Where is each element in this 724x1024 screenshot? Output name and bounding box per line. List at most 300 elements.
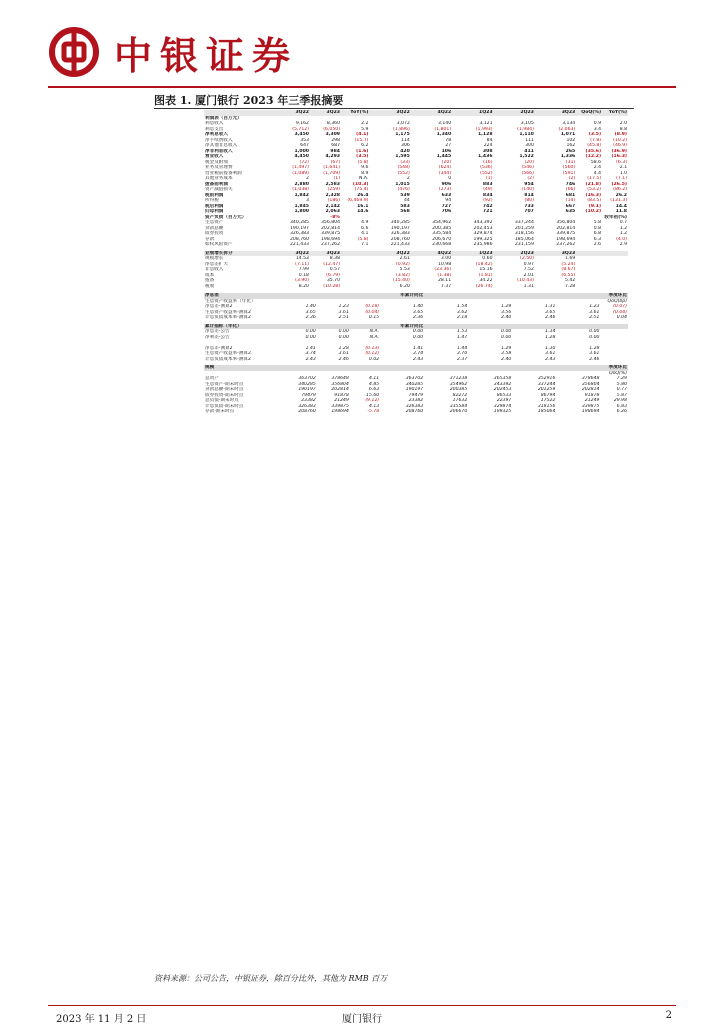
block-qoq-label: 季度环比 [600,293,628,299]
table-cell: 1,445 [436,154,452,159]
table-cell: 2,583 [325,181,340,187]
table-cell: 363702 [405,376,424,381]
table-cell: 0.00 [305,334,316,340]
table-cell: (1,089) [292,170,309,176]
table-cell: 2 [306,176,309,181]
table-cell: -8% [330,214,340,220]
table-cell: 1,845 [294,203,309,209]
table-cell: (31) [565,159,576,165]
table-cell: 356,804 [321,220,340,225]
table-cell: 340,285 [390,220,410,225]
table-cell: 343392 [493,381,512,387]
table-cell: 190197 [405,387,424,392]
table-cell: 221,433 [390,242,410,247]
table-cell: 3.00 [440,256,452,261]
table-cell: (259) [327,187,340,192]
table-cell: 44 [403,198,410,203]
table-cell: (2,063) [558,126,576,132]
summary-table-area [204,110,628,418]
brand-header [48,22,298,82]
table-cell: 5.8 [593,220,602,225]
row-label: 非息收入 [205,267,224,272]
table-cell: (6,050) [323,126,340,132]
row-label: 生息资产-期末时点 [205,381,244,387]
table-cell: 337244 [537,381,556,387]
table-cell: 2.51 [338,315,349,320]
table-cell: 1.28 [589,345,600,351]
table-cell: 3Q22 [369,110,410,116]
table-cell: 3,072 [396,121,410,126]
table-cell: 363702 [298,376,316,381]
table-cell: 1.31 [523,283,534,289]
row-label: 营业税前拨备利润 [205,170,242,176]
table-cell: 16.1 [357,203,369,209]
table-cell: (560) [562,165,576,170]
table-cell [602,284,628,290]
table-cell: (2) [568,176,576,181]
table-cell: 2,880 [294,181,309,187]
row-label: 利息收入 [205,121,224,126]
table-cell: 2.43 [413,356,424,362]
table-cell: 1.2 [619,225,627,231]
table-cell: 2.18 [457,315,468,320]
table-cell: 3,105 [520,121,534,126]
table-cell: 3.70 [457,351,468,356]
table-cell: 26.4 [357,192,369,198]
table-cell: 2.46 [545,315,556,320]
table-cell: (10.2) [613,137,627,143]
table-cell: (3.82) [395,272,410,278]
table-cell: 185,064 [514,236,534,242]
table-cell: 0.9 [593,121,602,126]
table-cell: 1.34 [545,329,556,334]
table-cell: 86794 [540,392,556,398]
table-cell: (83.5) [587,198,602,203]
row-label: 利息支出 [205,126,224,132]
table-cell: 2.4 [593,165,602,170]
row-label: 利润表（百万元） [205,115,242,121]
table-cell: 7.29 [616,376,627,381]
row-label: 计息负债成本率-测算2 [205,315,251,320]
table-cell: 22397 [496,398,512,403]
table-cell: (2) [527,176,534,181]
table-cell: 0.00 [589,329,600,334]
table-cell: 340285 [298,381,316,387]
table-cell: 2Q23 [494,251,535,257]
table-cell: 17632 [452,398,468,403]
table-cell: 8.9 [361,170,369,176]
table-cell: (273) [438,187,452,192]
table-cell: 2.2 [361,121,369,126]
row-label: 税金及附加 [205,159,228,165]
table-cell: 15.16 [479,267,493,272]
row-label: 营业收入 [205,154,224,159]
table-cell: (1,993) [475,126,493,132]
table-cell: 58.6 [590,159,602,165]
table-cell: 3.65 [413,309,424,315]
table-cell: 3Q22 [369,251,410,257]
table-cell: 6.8 [593,231,602,236]
table-cell: (92) [483,198,493,203]
table-cell: 339875 [581,403,600,409]
table-cell: (1,896) [393,126,410,132]
table-cell: 5.87 [616,392,627,398]
row-label: 净息差-公告 [205,329,230,334]
table-cell: 353 [300,137,309,143]
table-cell: 5.42 [565,278,576,283]
table-cell: (344) [438,170,452,176]
table-cell: (5.24) [561,261,576,267]
table-cell: 23382 [301,398,316,403]
table-cell: (7.8) [590,137,602,143]
header-rule [48,86,676,88]
table-cell: 1,000 [294,148,309,154]
table-cell: (0.12) [365,351,380,356]
row-label: 生息资产收益率-测算2 [205,351,251,356]
row-label: 存款 [205,236,215,242]
table-cell: 2 [406,176,410,181]
row-label: 贷款总额 [205,225,224,231]
table-cell: 3Q23 [535,110,576,116]
table-cell: 106 [441,148,452,154]
table-cell: 2.9 [619,242,627,247]
table-cell: 635 [565,209,576,214]
table-cell: 539 [400,192,410,198]
table-cell: 3,121 [479,121,493,126]
table-cell: 1,800 [294,209,309,214]
table-cell: 较年初(%) [604,214,627,220]
table-cell: 29.98 [613,398,627,403]
table-cell: (548) [397,165,410,170]
table-cell: 371238 [449,376,468,381]
table-cell: 6.63 [368,387,380,392]
row-label: 税前利润 [205,192,224,198]
table-cell [576,284,602,290]
table-cell: 2,063 [325,209,340,214]
table-cell: 354962 [449,381,468,387]
table-cell: 3.56 [501,309,512,315]
table-cell: 3.4 [593,126,602,132]
table-cell: 202814 [581,387,600,392]
table-cell: 91878 [584,392,600,398]
table-cell: 0.18 [298,272,309,278]
table-cell: 733 [524,203,534,209]
table-cell: 7.99 [298,267,309,272]
table-cell: 340,285 [289,220,309,225]
table-cell: 318,156 [514,231,534,236]
table-cell: (0.92) [395,261,410,267]
table-cell: 224 [483,143,493,148]
row-label: 生息资产收益率（年化） [205,298,256,304]
table-cell: 27 [445,143,452,148]
table-cell: 1.31 [545,304,556,309]
table-cell: (0.04) [613,309,627,315]
table-cell: 667 [565,203,576,209]
table-cell: 633 [441,192,452,198]
metrics-blocks-table [204,293,628,418]
table-cell: (3.90) [295,278,309,283]
table-cell: 707 [524,209,534,214]
table-cell: 7.37 [440,283,452,289]
table-cell: 1.0 [619,170,627,176]
table-cell: (1,497) [292,165,309,170]
table-cell: (1) [333,176,340,181]
table-cell: (0.13) [365,345,380,351]
table-cell: 0.00 [338,334,349,340]
table-cell: 15.60 [366,392,380,398]
table-cell: 2.01 [523,272,534,278]
table-cell: 8,360 [326,121,340,126]
table-cell: 326383 [298,403,316,409]
table-cell: (4.0) [616,236,627,242]
row-label: 净息差-测算2 [205,304,233,309]
table-cell: 230,668 [432,242,452,247]
block-yoy-label: 年累计同比 [350,324,424,330]
table-cell: 0.02 [368,356,380,362]
table-cell: 0.8 [593,225,602,231]
table-cell: 340285 [405,381,424,387]
table-cell: 0.00 [305,329,316,334]
table-cell: 0.7 [619,220,627,225]
table-cell: 2.40 [501,356,512,362]
row-label: 净利差-公告 [205,334,230,340]
table-cell: 356804 [331,381,349,387]
table-cell: 231,159 [514,242,534,247]
table-cell: (1.81) [478,272,493,278]
row-label: 总负债-期末时点 [205,398,239,403]
table-cell: QoQ(bp) [607,298,627,304]
table-cell: 306 [401,143,410,148]
row-label: 税收 [205,283,215,289]
table-cell: 3Q23 [535,251,576,257]
table-cell: 265 [565,148,576,154]
table-cell: (624) [438,165,452,170]
table-cell: 79479 [301,392,316,398]
table-cell: 326,383 [289,231,309,236]
table-cell: 337,244 [514,220,534,225]
table-cell: 1,110 [519,132,534,137]
table-cell: 378648 [331,376,349,381]
table-cell: (33) [400,159,410,165]
row-label: 净息差-测算2 [205,345,233,351]
table-cell: 3.74 [305,351,316,356]
table-cell: 2.40 [501,315,512,320]
table-cell: 202,814 [556,225,576,231]
table-cell: 687 [331,143,340,148]
table-cell: 1.28 [338,345,349,351]
table-cell: (72) [299,159,309,165]
table-cell: 365358 [493,376,512,381]
table-cell: N.A. [369,334,380,340]
row-label: 归母利润 [205,209,224,214]
table-cell: (7.1) [616,176,627,181]
brand-name: 中银证券 [114,32,299,78]
table-cell: YoY(%) [602,110,628,116]
table-cell: 21249 [334,398,349,403]
table-cell: 2,142 [325,203,340,209]
row-label: 业绩增长拆分 [204,251,279,257]
table-cell: 94 [445,198,452,203]
table-cell: 681 [565,192,576,198]
table-cell: 3.65 [545,309,556,315]
table-cell: (5,712) [292,126,309,132]
row-label: 净手续费收入 [205,137,233,143]
table-cell: 6.20 [399,283,410,289]
table-cell: (186) [327,198,340,203]
figure-title: 图表 1. 厦门银行 2023 年三季报摘要 [154,94,344,107]
table-cell: 6.3 [593,236,602,242]
table-cell: 8.8 [619,126,627,132]
table-cell: 814 [524,192,534,198]
table-cell: 3,450 [294,132,309,137]
table-cell: 102 [566,137,576,143]
table-cell: (5.8) [357,236,369,242]
row-label: 净息差扩大 [205,261,228,267]
table-cell: (8.67) [561,267,576,272]
row-label: 净利息收入 [205,132,228,137]
footer-date: 2023 年 11 月 2 日 [56,1014,147,1024]
table-cell: 208760 [405,409,424,414]
table-cell: 1.69 [565,256,576,261]
table-cell: 1Q23 [452,110,493,116]
table-cell: 200385 [449,387,468,392]
table-cell: 221,433 [289,242,309,247]
table-cell: (1,641) [323,165,340,170]
table-cell: 1,336 [560,154,576,159]
table-cell: 7.52 [523,267,534,272]
table-cell: 356804 [581,381,600,387]
table-cell: (131.3) [610,198,627,203]
table-cell: 1,842 [294,192,309,198]
table-cell: 1,340 [436,132,452,137]
table-cell: 4.85 [368,381,380,387]
row-label: 其他业务成本 [205,176,233,181]
table-cell: 5.80 [616,381,627,387]
table-cell: 583 [400,203,410,209]
table-cell: 1.23 [338,304,349,309]
table-cell: 200,385 [432,225,452,231]
table-cell: (9.12) [365,398,380,403]
row-label: 如权风险资产 [205,242,233,247]
table-cell: 21249 [584,398,600,403]
table-cell: 3.65 [305,309,316,315]
row-label: 资产减值损失 [205,187,233,192]
table-cell: (1.38) [437,272,452,278]
row-label: 所得税 [205,198,219,203]
table-cell: (10.3) [352,181,369,187]
table-cell: 3.58 [501,351,512,356]
table-cell: QoQ(%) [576,110,602,116]
table-cell: 1.54 [457,304,468,309]
table-cell: (6.3) [616,159,627,165]
table-cell: 1.40 [413,304,424,309]
table-cell: 6.83 [616,403,627,409]
table-cell: 7.1 [361,242,369,247]
table-cell: 308 [482,148,493,154]
table-cell: 329,874 [473,231,493,236]
table-cell: (140) [521,187,534,192]
table-cell: 335,584 [432,231,452,236]
table-cell: 3.61 [589,309,600,315]
table-cell: 0.15 [368,315,380,320]
table-cell: 3.62 [457,309,468,315]
table-cell: (552) [397,170,410,176]
table-cell: (36.9) [611,148,627,154]
row-label: 债券投资-期末时点 [205,392,244,398]
table-cell: (35.6) [585,148,602,154]
table-cell: 0 [448,176,452,181]
table-cell: 235,986 [473,242,493,247]
table-cell: 1,522 [519,154,534,159]
table-cell: (23.36) [434,267,452,272]
table-cell: (45.8) [587,143,602,148]
table-cell: 82272 [452,392,468,398]
table-cell: (566) [521,170,534,176]
table-cell: 5.53 [399,267,410,272]
row-label: 计息负债-期末时点 [205,403,244,409]
table-cell: 28.11 [438,278,452,283]
table-cell: (16) [483,159,493,165]
table-cell: (0.04) [365,309,380,315]
table-cell: 906 [441,181,452,187]
table-cell: 185064 [537,409,556,414]
table-cell: 202,814 [321,225,340,231]
row-label: 生息资产收益率-测算2 [205,309,251,315]
table-cell: 2,328 [325,192,340,198]
table-cell: 2.6 [593,242,602,247]
table-cell: 84 [486,137,493,143]
table-cell: 202453 [493,387,512,392]
table-cell: (7.11) [295,261,309,267]
table-cell: 1.28 [545,334,556,340]
table-cell: 2.36 [413,315,424,320]
source-note: 资料来源：公司公告，中银证券，除百分比外，其他为 RMB 百万 [154,974,388,983]
table-cell: 3,140 [438,121,452,126]
table-cell: 1,175 [395,132,410,137]
table-cell: 5.9 [361,126,369,132]
table-cell: (5.8) [357,159,369,165]
table-cell: (15.40) [393,278,410,283]
table-cell: 834 [482,192,493,198]
table-cell: 1.53 [457,329,468,334]
table-cell: 339,875 [556,231,576,236]
table-cell: 411 [524,148,534,154]
table-cell: 3.61 [545,351,556,356]
table-cell: 0.00 [413,329,424,334]
table-cell: (17.5) [587,176,602,181]
row-label: 总资产 [205,376,219,381]
table-cell: 3.61 [338,309,349,315]
table-cell: (66) [565,187,576,192]
block-title: 累计指标（年化） [204,324,350,330]
table-cell: 4.13 [368,403,380,409]
table-cell: 1.41 [413,345,424,351]
table-cell: 111 [525,137,534,143]
table-cell: (67) [330,159,340,165]
table-cell: (12.47) [323,261,340,267]
table-cell: 14.53 [295,256,309,261]
table-cell: 198694 [331,409,349,414]
table-cell: (1) [486,176,493,181]
table-cell: 162 [566,143,576,148]
table-cell: 206,670 [432,236,452,242]
table-cell: 1,015 [395,181,410,187]
table-cell: 6.26 [616,409,627,414]
table-cell: (53.2) [587,187,602,192]
table-cell: 237,262 [556,242,576,247]
table-cell: 202,453 [473,225,493,231]
table-cell: 7.28 [565,283,576,289]
